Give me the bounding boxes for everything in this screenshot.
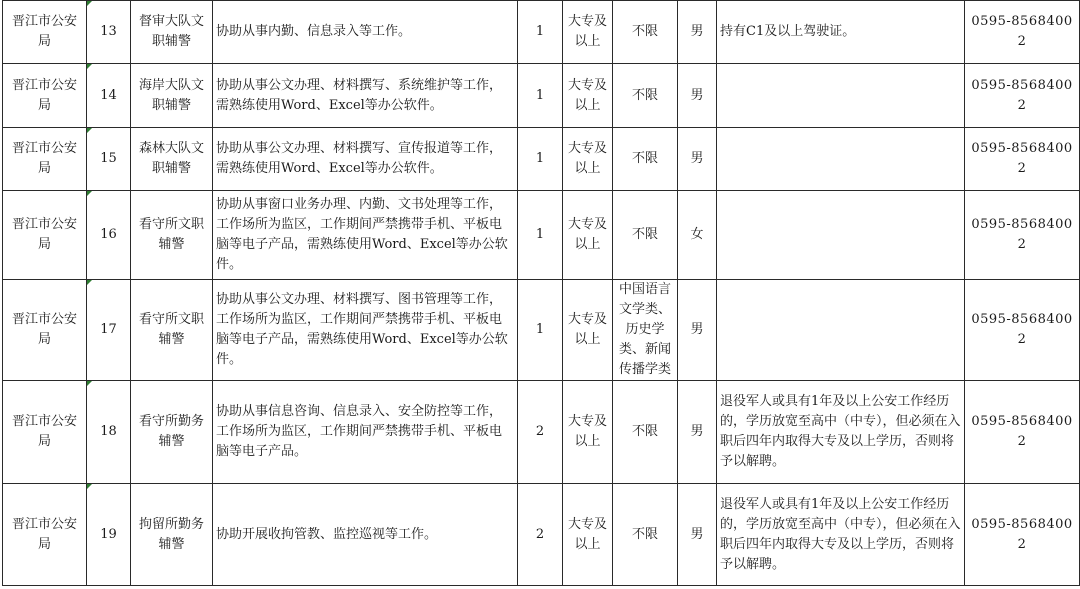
post-cell: 海岸大队文职辅警 (131, 64, 213, 128)
post-cell: 拘留所勤务辅警 (131, 484, 213, 586)
table-row (3, 128, 1080, 191)
unit-cell: 晋江市公安局 (3, 64, 87, 128)
unit-cell: 晋江市公安局 (3, 484, 87, 586)
headcount-cell: 1 (518, 128, 563, 191)
major-cell: 不限 (613, 64, 678, 128)
table-row (3, 381, 1080, 484)
requirement-cell (717, 64, 965, 128)
post-cell: 督审大队文职辅警 (131, 1, 213, 64)
headcount-cell: 1 (518, 64, 563, 128)
education-cell: 大专及以上 (563, 128, 613, 191)
unit-cell: 晋江市公安局 (3, 1, 87, 64)
duty-cell: 协助从事内勤、信息录入等工作。 (213, 1, 518, 64)
gender-cell: 男 (678, 280, 717, 381)
education-cell: 大专及以上 (563, 280, 613, 381)
phone-cell: 0595-85684002 (965, 191, 1080, 280)
duty-cell: 协助从事窗口业务办理、内勤、文书处理等工作，工作场所为监区，工作期间严禁携带手机、平板电脑等电子产品，需熟练使用Word、Excel等办公软件。 (213, 191, 518, 280)
phone-cell: 0595-85684002 (965, 1, 1080, 64)
requirement-cell: 持有C1及以上驾驶证。 (717, 1, 965, 64)
duty-cell: 协助从事公文办理、材料撰写、图书管理等工作，工作场所为监区，工作期间严禁携带手机、平板电脑等电子产品，需熟练使用Word、Excel等办公软件。 (213, 280, 518, 381)
post-cell: 看守所勤务辅警 (131, 381, 213, 484)
unit-cell: 晋江市公安局 (3, 191, 87, 280)
phone-cell: 0595-85684002 (965, 381, 1080, 484)
table-row (3, 1, 1080, 64)
headcount-cell: 1 (518, 280, 563, 381)
gender-cell: 男 (678, 1, 717, 64)
education-cell: 大专及以上 (563, 64, 613, 128)
post-cell: 看守所文职辅警 (131, 280, 213, 381)
headcount-cell: 1 (518, 1, 563, 64)
number-cell: 14 (87, 64, 131, 128)
gender-cell: 男 (678, 64, 717, 128)
requirement-cell: 退役军人或具有1年及以上公安工作经历的，学历放宽至高中（中专），但必须在入职后四年内取得大专及以上学历，否则将予以解聘。 (717, 381, 965, 484)
recruitment-table (2, 0, 1080, 586)
gender-cell: 男 (678, 128, 717, 191)
gender-cell: 男 (678, 484, 717, 586)
major-cell: 不限 (613, 191, 678, 280)
phone-cell: 0595-85684002 (965, 484, 1080, 586)
education-cell: 大专及以上 (563, 484, 613, 586)
headcount-cell: 2 (518, 381, 563, 484)
gender-cell: 女 (678, 191, 717, 280)
requirement-cell (717, 280, 965, 381)
requirement-cell (717, 191, 965, 280)
phone-cell: 0595-85684002 (965, 64, 1080, 128)
headcount-cell: 1 (518, 191, 563, 280)
number-cell: 13 (87, 1, 131, 64)
table-row (3, 64, 1080, 128)
unit-cell: 晋江市公安局 (3, 128, 87, 191)
unit-cell: 晋江市公安局 (3, 280, 87, 381)
major-cell: 不限 (613, 381, 678, 484)
duty-cell: 协助开展收拘管教、监控巡视等工作。 (213, 484, 518, 586)
post-cell: 森林大队文职辅警 (131, 128, 213, 191)
unit-cell: 晋江市公安局 (3, 381, 87, 484)
requirement-cell (717, 128, 965, 191)
table-row (3, 280, 1080, 381)
headcount-cell: 2 (518, 484, 563, 586)
requirement-cell: 退役军人或具有1年及以上公安工作经历的，学历放宽至高中（中专），但必须在入职后四年内取得大专及以上学历，否则将予以解聘。 (717, 484, 965, 586)
number-cell: 19 (87, 484, 131, 586)
duty-cell: 协助从事公文办理、材料撰写、宣传报道等工作，需熟练使用Word、Excel等办公软件。 (213, 128, 518, 191)
gender-cell: 男 (678, 381, 717, 484)
education-cell: 大专及以上 (563, 1, 613, 64)
major-cell: 中国语言文学类、历史学类、新闻传播学类 (613, 280, 678, 381)
post-cell: 看守所文职辅警 (131, 191, 213, 280)
duty-cell: 协助从事信息咨询、信息录入、安全防控等工作，工作场所为监区，工作期间严禁携带手机、平板电脑等电子产品。 (213, 381, 518, 484)
number-cell: 18 (87, 381, 131, 484)
table-row (3, 484, 1080, 586)
phone-cell: 0595-85684002 (965, 128, 1080, 191)
major-cell: 不限 (613, 1, 678, 64)
phone-cell: 0595-85684002 (965, 280, 1080, 381)
education-cell: 大专及以上 (563, 191, 613, 280)
major-cell: 不限 (613, 484, 678, 586)
education-cell: 大专及以上 (563, 381, 613, 484)
number-cell: 16 (87, 191, 131, 280)
duty-cell: 协助从事公文办理、材料撰写、系统维护等工作，需熟练使用Word、Excel等办公软件。 (213, 64, 518, 128)
table-row (3, 191, 1080, 280)
number-cell: 17 (87, 280, 131, 381)
major-cell: 不限 (613, 128, 678, 191)
number-cell: 15 (87, 128, 131, 191)
